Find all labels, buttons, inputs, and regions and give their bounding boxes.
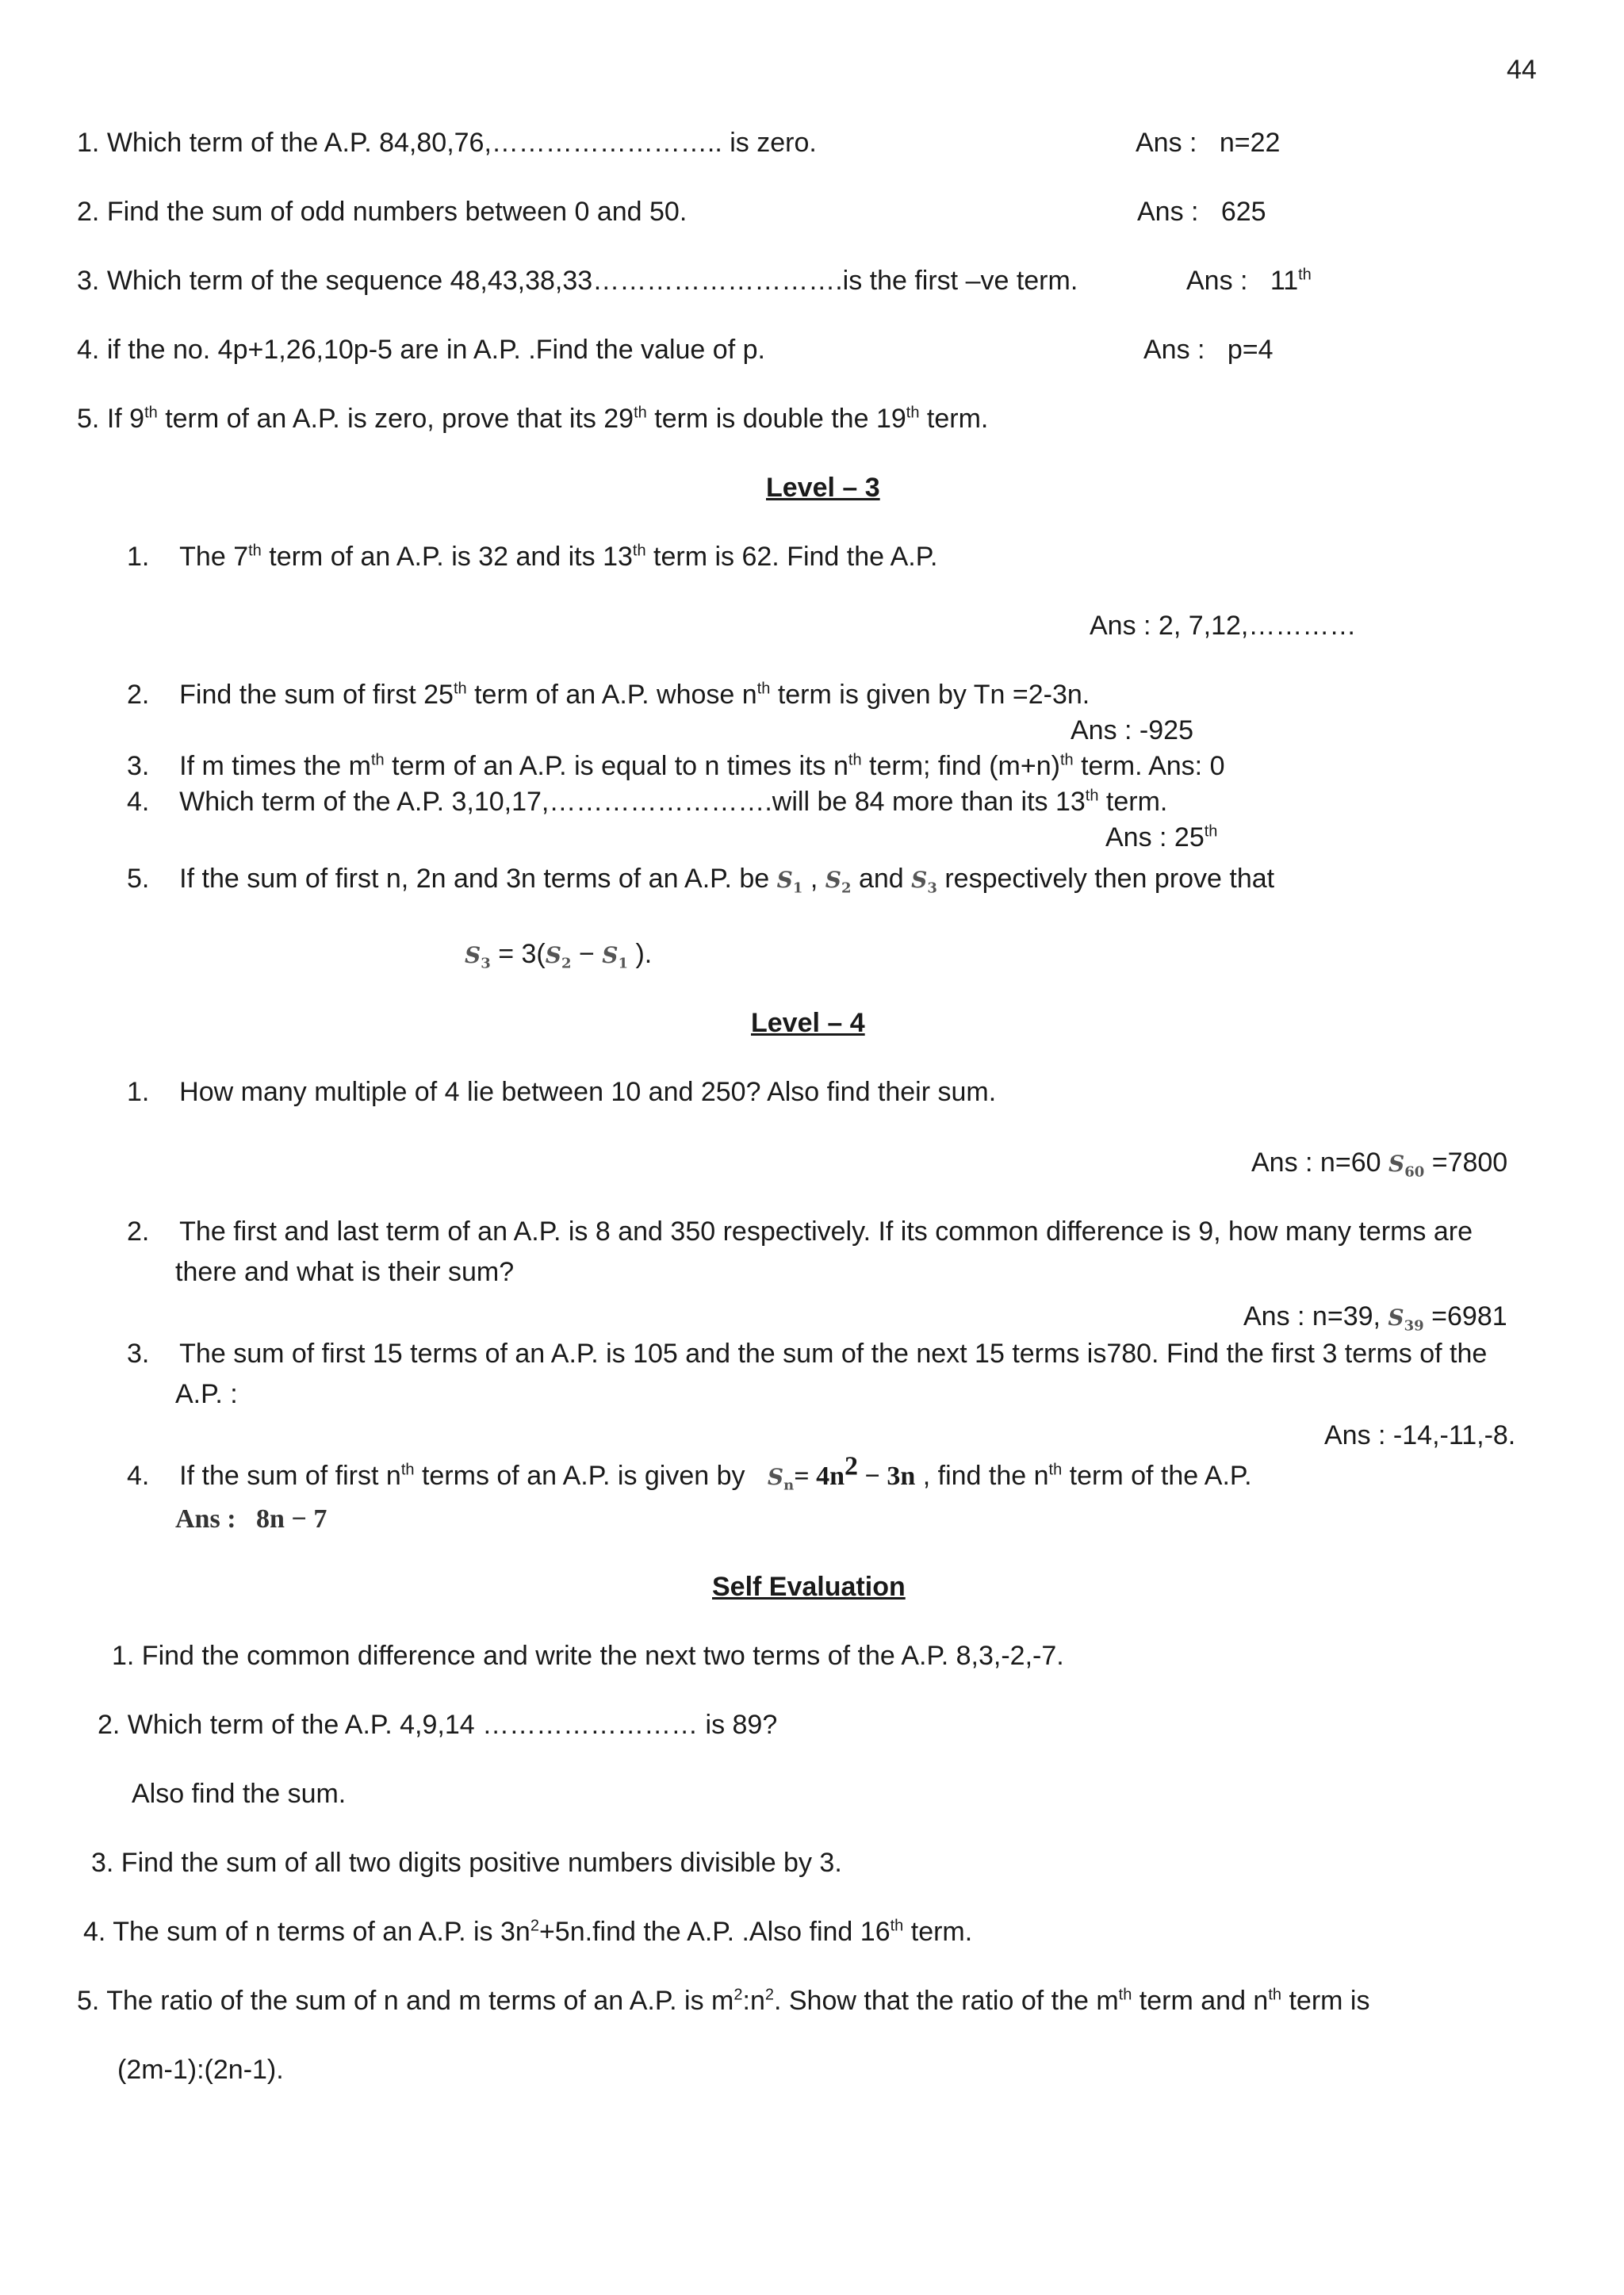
self-evaluation-heading: Self Evaluation [712,1572,906,1602]
level4-answer-3: Ans : -14,-11,-8. [1324,1420,1516,1450]
answer-1: Ans : n=22 [1136,128,1281,158]
answer-2: Ans : 625 [1137,197,1266,227]
self-eval-question-2: 2. Which term of the A.P. 4,9,14 …………………… is 89? [98,1710,778,1740]
level4-question-2: 2. The first and last term of an A.P. is 8 and 350 respectively. If its common difference is 9, how many terms are [127,1216,1473,1247]
question-5: 5. If 9th term of an A.P. is zero, prove that its 29th term is double the 19th term. [77,404,989,434]
level4-question-1: 1. How many multiple of 4 lie between 10 and 250? Also find their sum. [127,1077,997,1107]
level4-answer-1: Ans : n=60 $S_{60} =7800$ [1251,1148,1508,1181]
level4-answer-4: Ans : 8n − 7 [175,1504,327,1534]
level4-question-2-cont: there and what is their sum? [175,1257,515,1287]
self-eval-question-1: 1. Find the common difference and write the next two terms of the A.P. 8,3,-2,-7. [112,1641,1064,1671]
self-eval-question-4: 4. The sum of n terms of an A.P. is $3n^2+5n.find$ the A.P. .Also find 16th term. [83,1917,973,1947]
s3-symbol: $S_3$ [911,867,937,897]
s2-symbol: $S_2$ [825,867,852,897]
level-3-heading: Level – 3 [766,473,880,503]
question-1: 1. Which term of the A.P. 84,80,76,…………………….. is zero. [77,128,817,158]
answer-4: Ans : p=4 [1143,335,1274,365]
question-3: 3. Which term of the sequence 48,43,38,33……………………….is the first –ve term. [77,266,1078,296]
level4-answer-2: Ans : n=39, $S_{39} =6981$ [1243,1301,1507,1335]
question-2: 2. Find the sum of odd numbers between 0 and 50. [77,197,688,227]
question-4: 4. if the no. 4p+1,26,10p-5 are in A.P. .Find the value of p. [77,335,765,365]
self-eval-question-2-cont: Also find the sum. [132,1779,347,1809]
level-4-heading: Level – 4 [751,1008,865,1038]
sn-formula: $S_n= 4n2 - 3n$ [767,1451,916,1494]
page-number: 44 [1507,55,1537,85]
level3-question-5: 5. If the sum of first n, 2n and 3n terms of an A.P. be $S_1$ , $S_2$ and $S_3$ respectively then prove that [127,864,1275,897]
answer-3: Ans : 11th [1186,266,1312,296]
level3-question-3: 3. If m times the $m^{th}$ term of an A.P. is equal to n times its $n^{th}$ term; find $(m+n)^{th}$ term. Ans: 0 [127,751,1225,781]
level4-question-4: 4. If the sum of first $n^{th}$ terms of an A.P. is given by $S_n= 4n2 - 3n$ , find the $n^{th}$ term of the A.P. [127,1451,1252,1494]
level4-question-3-cont: A.P. : [175,1379,238,1409]
level3-question-2: 2. Find the sum of first 25th term of an A.P. whose $n^{th}$ term is given by Tn =2-3n. [127,680,1090,710]
self-eval-question-3: 3. Find the sum of all two digits positive numbers divisible by 3. [91,1848,842,1878]
self-eval-question-5-cont: (2m-1):(2n-1). [117,2055,284,2085]
self-eval-question-5: 5. The ratio of the sum of n and m terms of an A.P. is $m^2:n^2$. Show that the ratio of the $m^{th}$ term and $n^{th}$ term is [77,1986,1370,2016]
s1-symbol: $S_1$ [776,867,803,897]
level4-question-3: 3. The sum of first 15 terms of an A.P. is 105 and the sum of the next 15 terms is780. Find the first 3 terms of the [127,1339,1488,1369]
level3-question-4: 4. Which term of the A.P. 3,10,17,…………………….will be 84 more than its 13th term. [127,787,1168,817]
level3-answer-4: Ans : 25th [1105,822,1218,852]
level3-question-1: 1. The 7th term of an A.P. is 32 and its 13th term is 62. Find the A.P. [127,542,938,572]
level3-answer-1: Ans : 2, 7,12,………… [1090,611,1357,641]
level3-answer-2: Ans : -925 [1071,715,1193,745]
level3-equation: $S_3 = 3(S_2 - S_1$ ). [465,939,653,972]
